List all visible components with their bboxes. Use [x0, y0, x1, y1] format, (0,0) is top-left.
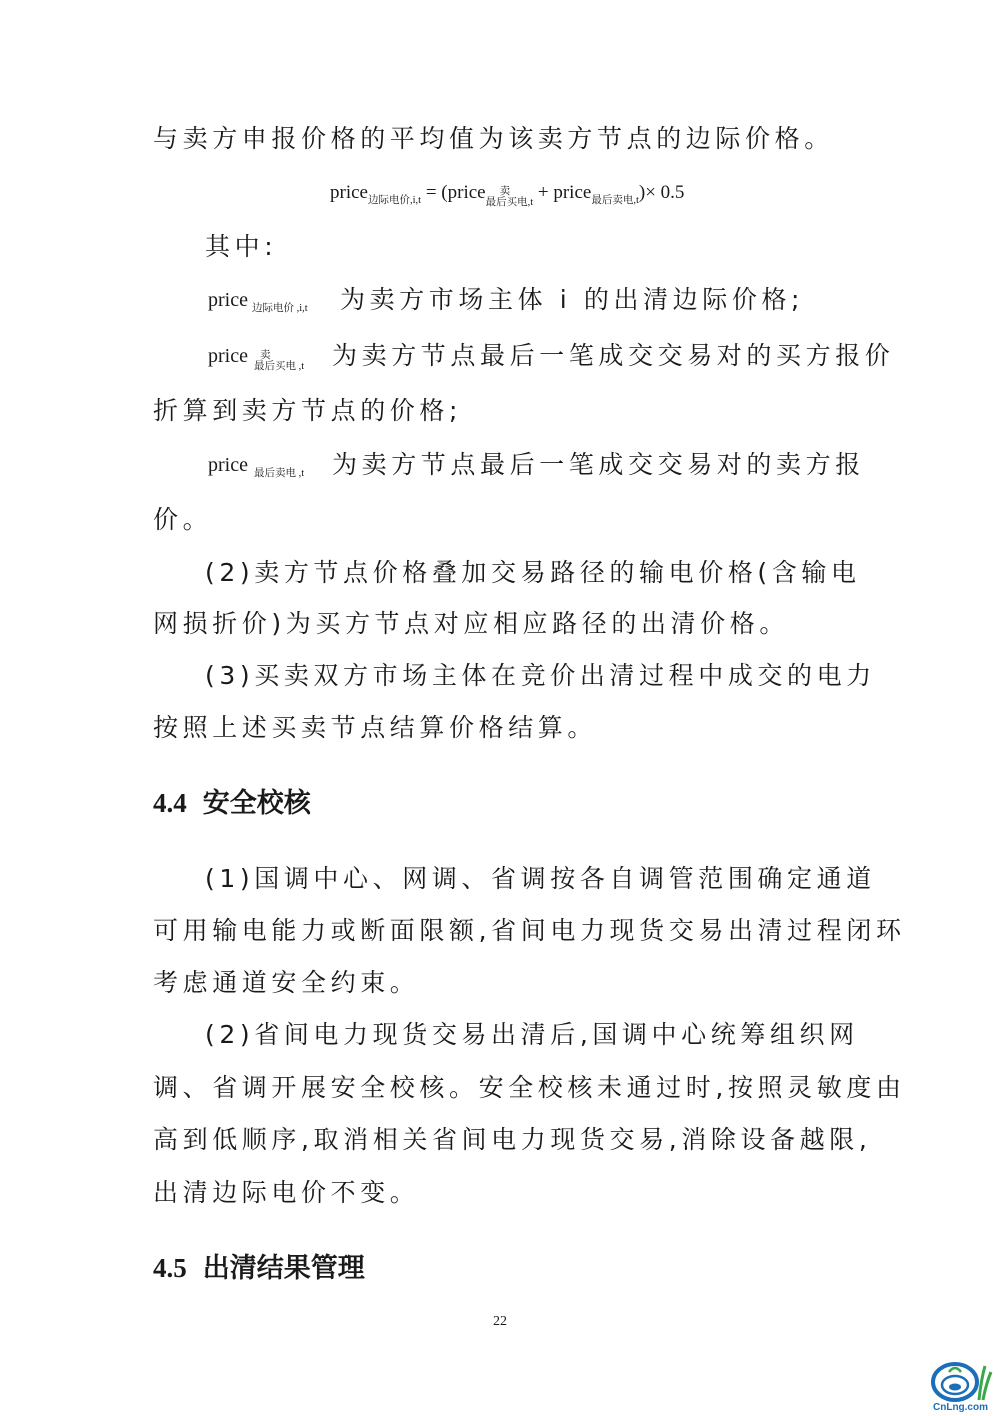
formula-stack-buy — [486, 186, 534, 208]
page-number: 22 — [493, 1314, 507, 1329]
symbol-price-text: price — [208, 345, 248, 367]
logo-watermark-text: CnLng.com — [933, 1402, 988, 1412]
symbol-price-last-sell — [208, 450, 304, 489]
paragraph-line: 为卖方节点最后一笔成交交易对的卖方报 — [332, 450, 865, 479]
paragraph-line: (1)国调中心、网调、省调按各自调管范围确定通道 — [205, 864, 876, 893]
paragraph-line: 出清边际电价不变。 — [153, 1178, 420, 1207]
formula-sup-sell: 卖 — [499, 186, 511, 197]
symbol-stack — [254, 350, 304, 372]
symbol-price-text: price — [208, 289, 248, 311]
heading-text: 出清结果管理 — [202, 1253, 365, 1284]
section-heading-4-4 — [153, 785, 311, 822]
paragraph-line: 高到低顺序,取消相关省间电力现货交易,消除设备越限, — [153, 1125, 872, 1154]
paragraph-line: (2)卖方节点价格叠加交易路径的输电价格(含输电 — [205, 558, 861, 587]
symbol-price-last-buy — [208, 341, 304, 372]
heading-text: 安全校核 — [202, 788, 311, 819]
symbol-sub: 边际电价 ,i,t — [251, 303, 308, 314]
formula-sub-last-buy: 最后买电,t — [485, 197, 534, 208]
symbol-sub: 最后卖电 ,t — [253, 468, 305, 479]
paragraph-line: 可用输电能力或断面限额,省间电力现货交易出清过程闭环 — [153, 916, 906, 945]
cnlng-logo-icon — [925, 1360, 993, 1412]
marginal-price-formula — [330, 178, 684, 216]
paragraph-line: 与卖方申报价格的平均值为该卖方节点的边际价格。 — [153, 124, 834, 153]
section-heading-4-5 — [153, 1250, 365, 1287]
symbol-sup: 卖 — [259, 350, 271, 361]
formula-tail: )× 0.5 — [638, 182, 685, 203]
formula-plus: + price — [537, 182, 592, 203]
paragraph-line: (2)省间电力现货交易出清后,国调中心统筹组织网 — [205, 1020, 859, 1049]
paragraph-line: 为卖方节点最后一笔成交交易对的买方报价 — [332, 341, 895, 370]
cnlng-logo-watermark — [925, 1360, 993, 1416]
heading-number: 4.4 — [153, 788, 187, 818]
symbol-price-text: price — [208, 454, 248, 476]
paragraph-line: 价。 — [153, 505, 213, 534]
formula-sub-last-sell: 最后卖电,t — [591, 195, 639, 206]
paragraph-line: 为卖方市场主体 i 的出清边际价格; — [340, 285, 805, 314]
formula-sub-marginal: 边际电价,i,t — [367, 195, 422, 206]
paragraph-line: (3)买卖双方市场主体在竞价出清过程中成交的电力 — [205, 661, 876, 690]
paragraph-line: 其中: — [205, 232, 278, 261]
paragraph-line: 调、省调开展安全校核。安全校核未通过时,按照灵敏度由 — [153, 1073, 906, 1102]
formula-price: price — [330, 182, 368, 203]
heading-number: 4.5 — [153, 1253, 187, 1283]
symbol-price-marginal — [208, 285, 308, 324]
paragraph-line: 按照上述买卖节点结算价格结算。 — [153, 713, 598, 742]
paragraph-line: 考虑通道安全约束。 — [153, 968, 420, 997]
symbol-sub: 最后买电 ,t — [253, 361, 305, 372]
paragraph-line: 折算到卖方节点的价格; — [153, 396, 463, 425]
paragraph-line: 网损折价)为买方节点对应相应路径的出清价格。 — [153, 609, 789, 638]
formula-equals: = (price — [425, 182, 486, 203]
